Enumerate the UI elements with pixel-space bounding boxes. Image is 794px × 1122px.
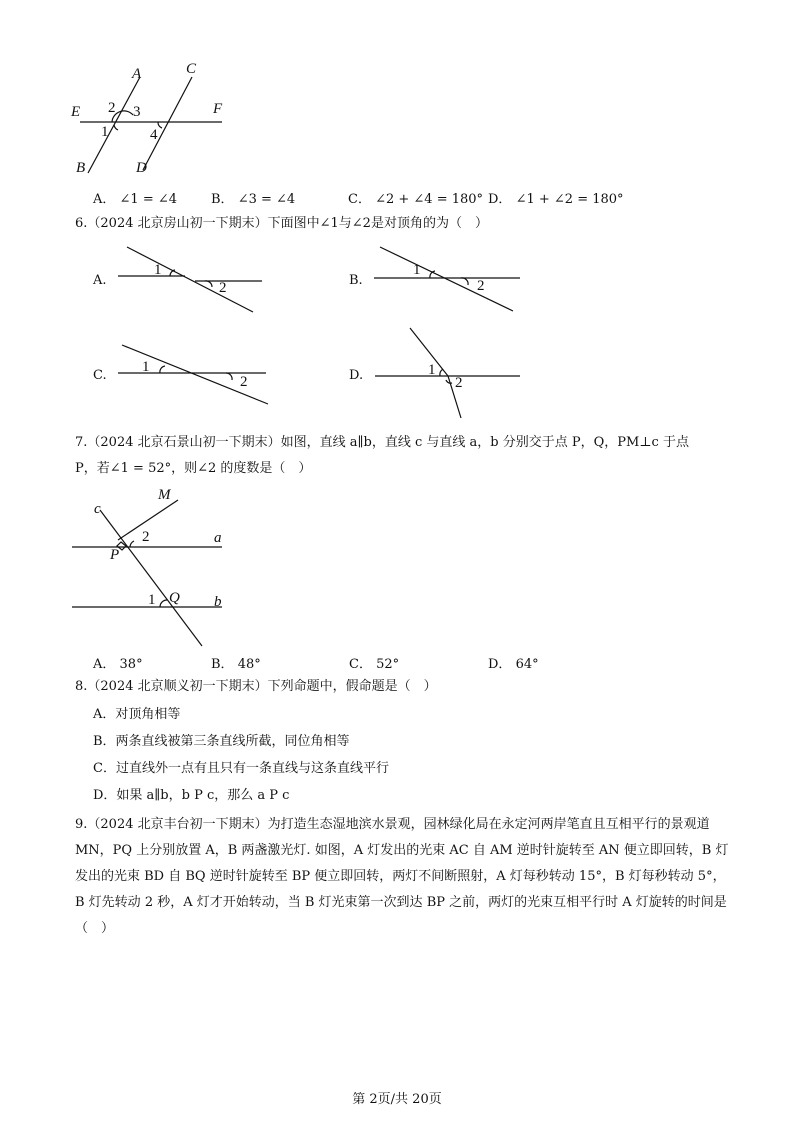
option-text: 48° <box>237 657 261 672</box>
q8-option-b[interactable]: B．两条直线被第三条直线所截，同位角相等 <box>93 734 350 749</box>
option-letter: C． <box>348 192 371 207</box>
option-text: 52° <box>376 657 400 672</box>
q6-b-label-2: 2 <box>477 278 485 294</box>
q7-option-b[interactable] <box>211 653 261 672</box>
option-letter: D． <box>488 657 512 672</box>
q7-label-2: 2 <box>142 529 150 545</box>
q6-a-label-2: 2 <box>219 280 227 296</box>
q6-option-a-letter[interactable]: A. <box>93 273 107 288</box>
q6-option-c-letter[interactable]: C. <box>93 368 107 383</box>
q7-label-M: M <box>158 487 171 503</box>
q5-label-D: D <box>136 160 147 176</box>
q6-stem: 6.（2024 北京房山初一下期末）下面图中∠1与∠2是对顶角的为（ ） <box>75 216 488 231</box>
page-footer: 第 2页/共 20页 <box>352 1092 442 1107</box>
q7-option-c[interactable] <box>349 653 399 672</box>
q5-label-A: A <box>132 66 142 82</box>
q6-option-b-letter[interactable]: B. <box>349 273 363 288</box>
option-text: ∠2 + ∠4 = 180° <box>375 192 484 207</box>
q7-stem-line1: 7.（2024 北京石景山初一下期末）如图，直线 a∥b，直线 c 与直线 a，b 分别交于点 P，Q，PM⊥c 于点 <box>75 435 689 450</box>
option-letter: A． <box>93 657 116 672</box>
option-text: ∠1 = ∠4 <box>119 192 178 207</box>
q5-label-2: 2 <box>108 100 116 116</box>
option-text: ∠1 + ∠2 = 180° <box>515 192 624 207</box>
q8-option-a[interactable]: A．对顶角相等 <box>93 707 181 722</box>
q9-text: 9.（2024 北京丰台初一下期末）为打造生态湿地滨水景观，园林绿化局在永定河两岸笔直且互相平行的景观道 MN，PQ 上分别放置 A，B 两盏激光灯. 如图，A 灯发出的光束 AC 自 AM 逆时针旋转至 AN 便立即回转，B 灯发出的光束 BD 自 BQ 逆时针旋转至 BP 便立即回转，两灯不间断照射，A 灯每秒转动 15°，B 灯每秒转动 5°，B 灯先转动 2 秒，A 灯才开始转动，当 B 灯光束第一次到达 BP 之前，两灯的光束互相平行时 A 灯旋转的时间是（ ） <box>75 817 729 936</box>
q6-c-label-2: 2 <box>240 374 248 390</box>
q6-c-label-1: 1 <box>142 359 150 375</box>
option-letter: D． <box>488 192 512 207</box>
q7-label-b: b <box>214 594 222 610</box>
option-letter: C． <box>349 657 372 672</box>
q5-label-F: F <box>213 101 223 117</box>
q6-d-label-2: 2 <box>455 375 463 391</box>
q7-label-1: 1 <box>148 592 156 608</box>
q5-label-E: E <box>71 104 81 120</box>
option-text: 38° <box>119 657 143 672</box>
q8-stem: 8.（2024 北京顺义初一下期末）下列命题中，假命题是（ ） <box>75 679 437 694</box>
q6-option-d-letter[interactable]: D. <box>349 368 364 383</box>
option-text: 64° <box>515 657 539 672</box>
q7-label-Q: Q <box>169 590 180 606</box>
q7-label-a: a <box>214 530 222 546</box>
q5-label-B: B <box>76 160 86 176</box>
q7-option-a[interactable] <box>93 653 143 672</box>
option-letter: B． <box>211 657 234 672</box>
q7-stem-line2: P，若∠1 = 52°，则∠2 的度数是（ ） <box>75 461 312 476</box>
q8-option-c[interactable]: C．过直线外一点有且只有一条直线与这条直线平行 <box>93 761 389 776</box>
q7-label-P: P <box>110 547 120 563</box>
q5-label-3: 3 <box>133 104 141 120</box>
option-letter: B． <box>211 192 234 207</box>
q5-label-C: C <box>186 61 197 77</box>
q7-option-d[interactable] <box>488 653 539 672</box>
option-text: ∠3 = ∠4 <box>237 192 296 207</box>
q5-label-4: 4 <box>150 127 158 143</box>
q6-a-label-1: 1 <box>154 262 162 278</box>
q6-d-label-1: 1 <box>428 362 436 378</box>
q8-option-d[interactable]: D．如果 a∥b，b P c，那么 a P c <box>93 788 290 803</box>
q7-label-c: c <box>94 501 101 517</box>
q6-b-label-1: 1 <box>413 262 421 278</box>
option-letter: A． <box>93 192 116 207</box>
q5-label-1: 1 <box>101 124 109 140</box>
